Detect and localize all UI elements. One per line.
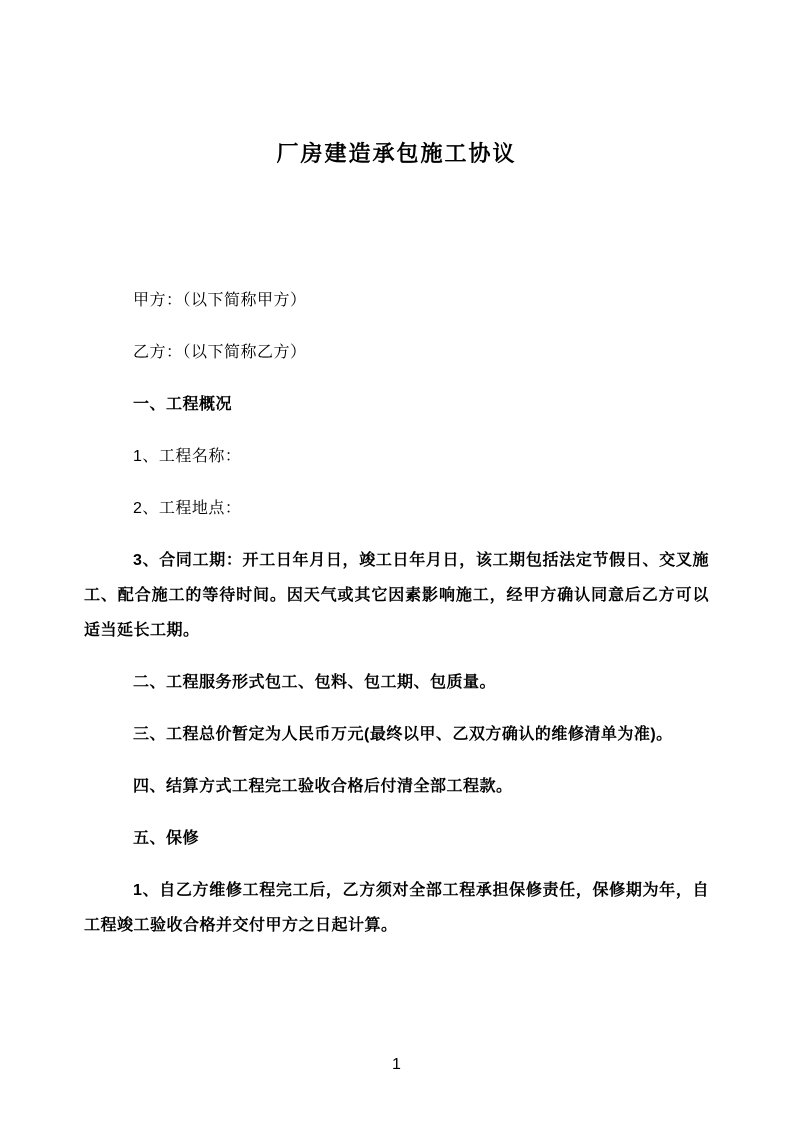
section-4-settlement: 四、结算方式工程完工验收合格后付清全部工程款。 [133, 778, 513, 795]
clause-warranty-period: 1、自乙方维修工程完工后，乙方须对全部工程承担保修责任，保修期为年，自工程竣工验收合格并交付甲方之日起计算。 [84, 882, 709, 934]
clause-project-location: 2、工程地点： [133, 500, 242, 517]
paragraph-party-a: 甲方：（以下简称甲方） [133, 292, 307, 309]
section-5-heading-warranty: 五、保修 [133, 830, 200, 847]
section-1-heading-project-overview: 一、工程概况 [133, 396, 233, 413]
section-2-service-form: 二、工程服务形式包工、包料、包工期、包质量。 [133, 674, 497, 691]
contract-title: 厂房建造承包施工协议 [276, 141, 517, 166]
clause-project-name: 1、工程名称： [133, 448, 242, 465]
clause-construction-period: 3、合同工期：开工日年月日，竣工日年月日，该工期包括法定节假日、交叉施工、配合施工的等待时间。因天气或其它因素影响施工，经甲方确认同意后乙方可以适当延长工期。 [84, 552, 709, 639]
paragraph-party-b: 乙方：（以下简称乙方） [133, 344, 307, 361]
section-3-total-price: 三、工程总价暂定为人民币万元(最终以甲、乙双方确认的维修清单为准)。 [133, 726, 673, 743]
page-number: 1 [392, 1056, 401, 1073]
document-body [84, 283, 709, 943]
